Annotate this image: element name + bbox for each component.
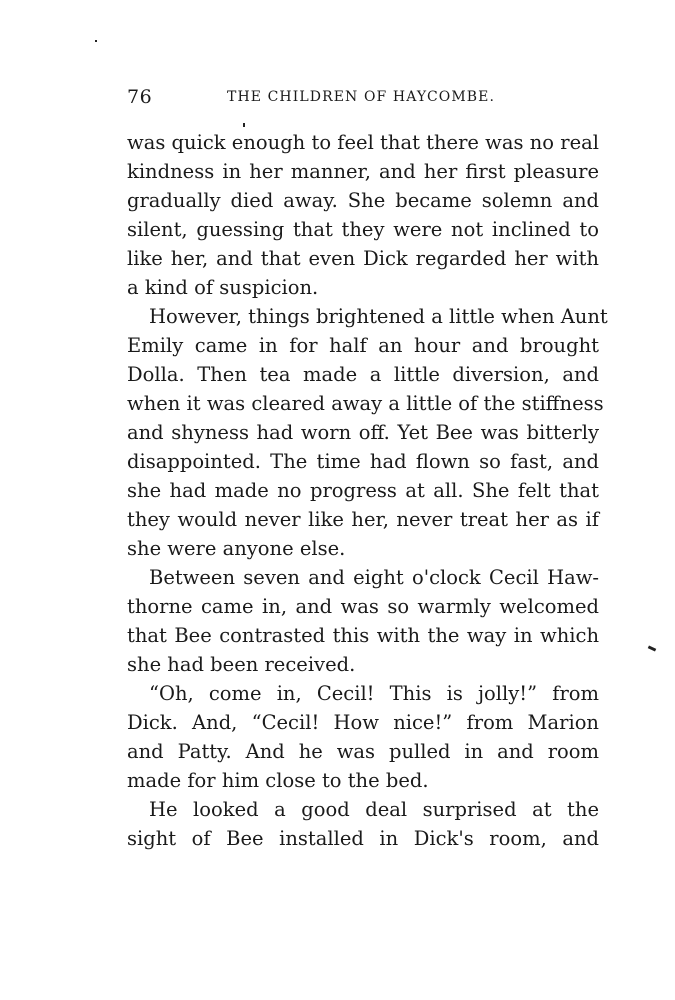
- text-line: and Patty. And he was pulled in and room: [127, 740, 599, 763]
- text-line: gradually died away. She became solemn and: [127, 189, 599, 212]
- text-line: and shyness had worn off. Yet Bee was bitterly: [127, 421, 599, 444]
- paragraph: [127, 302, 608, 563]
- text-line: she were anyone else.: [127, 537, 346, 560]
- text-line: silent, guessing that they were not inclined to: [127, 218, 599, 241]
- page-number: 76: [127, 86, 153, 108]
- text-line: “Oh, come in, Cecil! This is jolly!” from: [149, 682, 599, 705]
- text-line: was quick enough to feel that there was no real: [127, 131, 599, 154]
- text-line: she had made no progress at all. She felt that: [127, 479, 599, 502]
- text-line: Dick. And, “Cecil! How nice!” from Marion: [127, 711, 599, 734]
- text-line: she had been received.: [127, 653, 356, 676]
- text-line: thorne came in, and was so warmly welcomed: [127, 595, 599, 618]
- text-line: they would never like her, never treat her as if: [127, 508, 599, 531]
- text-line: a kind of suspicion.: [127, 276, 319, 299]
- text-line: Emily came in for half an hour and brought: [127, 334, 599, 357]
- text-line: that Bee contrasted this with the way in which: [127, 624, 599, 647]
- text-line: Dolla. Then tea made a little diversion, and: [127, 363, 599, 386]
- paragraph: [127, 563, 599, 679]
- running-title: THE CHILDREN OF HAYCOMBE.: [227, 89, 496, 105]
- paragraph: [127, 795, 599, 853]
- text-line: sight of Bee installed in Dick's room, and: [127, 827, 599, 850]
- paragraph: [127, 128, 599, 302]
- scan-speck: [243, 123, 245, 127]
- text-line: made for him close to the bed.: [127, 769, 429, 792]
- text-line: kindness in her manner, and her first pleasure: [127, 160, 599, 183]
- scan-speck: [648, 645, 657, 651]
- scan-speck: [95, 40, 97, 42]
- text-line: He looked a good deal surprised at the: [149, 798, 599, 821]
- text-line: Between seven and eight o'clock Cecil Haw-: [149, 566, 599, 589]
- text-line: like her, and that even Dick regarded her with: [127, 247, 599, 270]
- page-header: [127, 86, 599, 110]
- text-line: when it was cleared away a little of the stiffness: [127, 392, 604, 415]
- paragraph: [127, 679, 599, 795]
- text-line: disappointed. The time had flown so fast, and: [127, 450, 599, 473]
- body-text: [127, 128, 608, 853]
- text-line: However, things brightened a little when Aunt: [149, 305, 608, 328]
